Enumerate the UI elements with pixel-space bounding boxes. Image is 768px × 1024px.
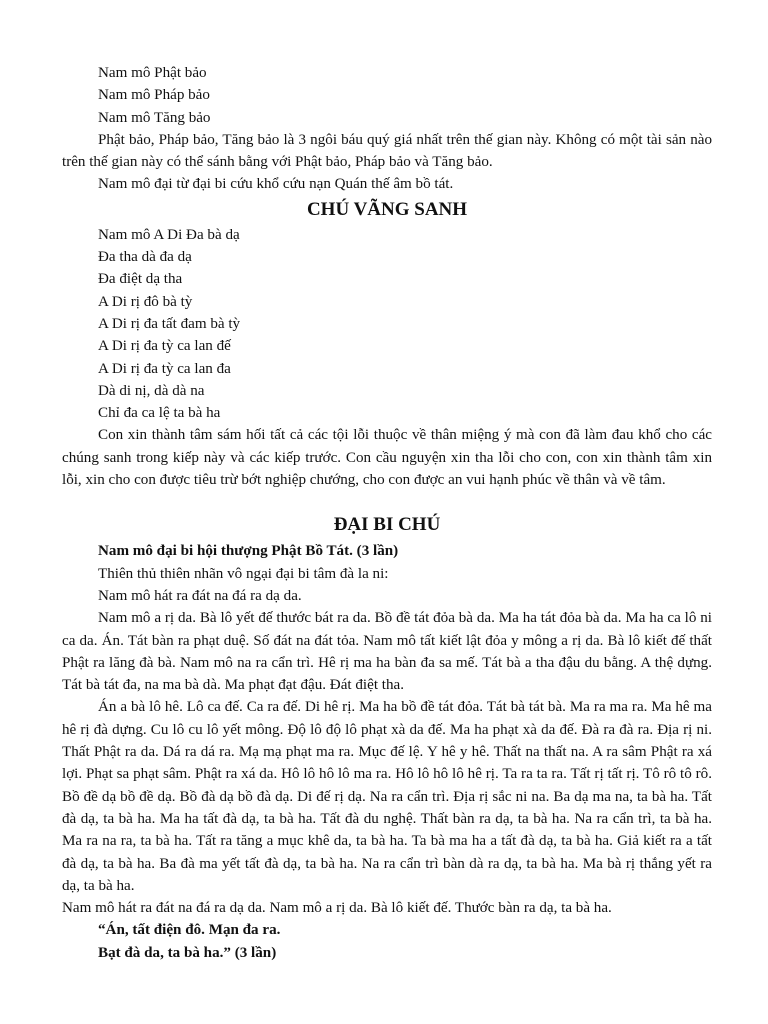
mantra-line: Dà di nị, dà dà na [98,382,205,399]
mantra-line: A Di rị đa tỳ ca lan đa [98,360,231,377]
intro-paragraph: Phật bảo, Pháp bảo, Tăng bảo là 3 ngôi báu quý giá nhất trên thế gian này. Không có một tài sản nào trên thế gian này có thể sánh bằng với Phật bảo, Pháp bảo và Tăng bảo. [62,131,712,171]
vang-sanh-title: CHÚ VÃNG SANH [306,198,468,220]
intro-line: Nam mô Tăng bảo [98,109,211,126]
intro-line: Nam mô Pháp bảo [98,87,210,104]
mantra-line: A Di rị đa tất đam bà tỳ [98,315,241,332]
dai-bi-paragraph: Án a bà lô hê. Lô ca đế. Ca ra đế. Di hê rị. Ma ha bồ đề tát đỏa. Tát bà tát bà. Ma ra ma ra. Ma hê ma hê rị đà dựng. Cu lô cu lô yết mông. Độ lô độ lô phạt xà da đế. Ma ha phạt xà da đế. Đà ra đà ra. Địa rị ni. Thất Phật ra da. Dá ra dá ra. Mạ mạ phạt ma ra. Mục đế lệ. Y hê y hê. Thất na thất na. A ra sâm Phật ra xá lợi. Phạt sa phạt sâm. Phật ra xá da. Hô lô hô lô ma ra. Hô lô hô lô hê rị. Ta ra ta ra. Tất rị tất rị. Tô rô tô rô. Bồ đề dạ bồ đề dạ. Bồ đà dạ bồ đà dạ. Di đế rị dạ. Na ra cẩn trì. Địa rị sắc ni na. Ba dạ ma na, ta bà ha. Tất đà dạ, ta bà ha. Ma ha tất đà dạ, ta bà ha. Tất đà du nghệ. Thất bàn ra dạ, ta bà ha. Na ra cẩn trì, ta bà ha. Ma ra na ra, ta bà ha. Tất ra tăng a mục khê da, ta bà ha. Ta bà ma ha a tất đà dạ, ta bà ha. Giả kiết ra a tất đà dạ, ta bà ha. Ba đà ma yết tất đà dạ, ta bà ha. Na ra cẩn trì bàn dà ra dạ, ta bà ha. Ma bà rị thắng yết ra dạ, ta bà ha. [62,699,712,894]
intro-closing: Nam mô đại từ đại bi cứu khổ cứu nạn Quán thế âm bồ tát. [98,176,454,193]
document-page [62,62,712,964]
dai-bi-line: Thiên thủ thiên nhãn vô ngại đại bi tâm đà la ni: [98,565,389,582]
intro-line: Nam mô Phật bảo [98,65,207,81]
dai-bi-invocation: Nam mô đại bi hội thượng Phật Bồ Tát. (3 lần) [98,543,399,560]
dai-bi-paragraph: Nam mô a rị da. Bà lô yết đế thước bát ra da. Bồ đề tát đỏa bà da. Ma ha tát đỏa bà da. Ma ha ca lô ni ca da. Án. Tát bàn ra phạt duệ. Số đát na đát tỏa. Nam mô tất kiết lật đỏa y mông a rị da. Bà lô kiết đế thất Phật ra lăng đà bà. Nam mô na ra cẩn trì. Hê rị ma ha bàn đa sa mế. Tát bà a tha đậu du bằng. A thệ dựng. Tát bà tát đa, na ma bà dà. Ma phạt đạt đậu. Đát điệt tha. [62,610,712,694]
dai-bi-closing: “Án, tất điện đô. Mạn đa ra. [98,922,281,939]
repentance-paragraph: Con xin thành tâm sám hối tất cả các tội lỗi thuộc về thân miệng ý mà con đã làm đau khổ cho các chúng sanh trong kiếp này và các kiếp trước. Con cầu nguyện xin tha lỗi cho con, con xin thành tâm xin lỗi, xin cho con được tiêu trừ bớt nghiệp chướng, cho con được an vui hạnh phúc về thân và về tâm. [62,427,712,489]
mantra-line: A Di rị đô bà tỳ [98,293,193,310]
dai-bi-closing: Bạt đà da, ta bà ha.” (3 lần) [98,944,277,961]
mantra-line: Nam mô A Di Đa bà dạ [98,226,240,243]
dai-bi-title: ĐẠI BI CHÚ [333,514,441,536]
mantra-line: Đa tha dà đa dạ [98,249,192,266]
mantra-line: Chỉ đa ca lệ ta bà ha [98,405,221,422]
mantra-line: A Di rị đa tỳ ca lan đế [98,338,231,355]
dai-bi-line: Nam mô hát ra đát na đá ra dạ da. [98,587,302,604]
mantra-line: Đa điệt dạ tha [98,271,183,288]
dai-bi-paragraph: Nam mô hát ra đát na đá ra dạ da. Nam mô a rị da. Bà lô kiết đế. Thước bàn ra dạ, ta bà ha. [62,900,612,917]
